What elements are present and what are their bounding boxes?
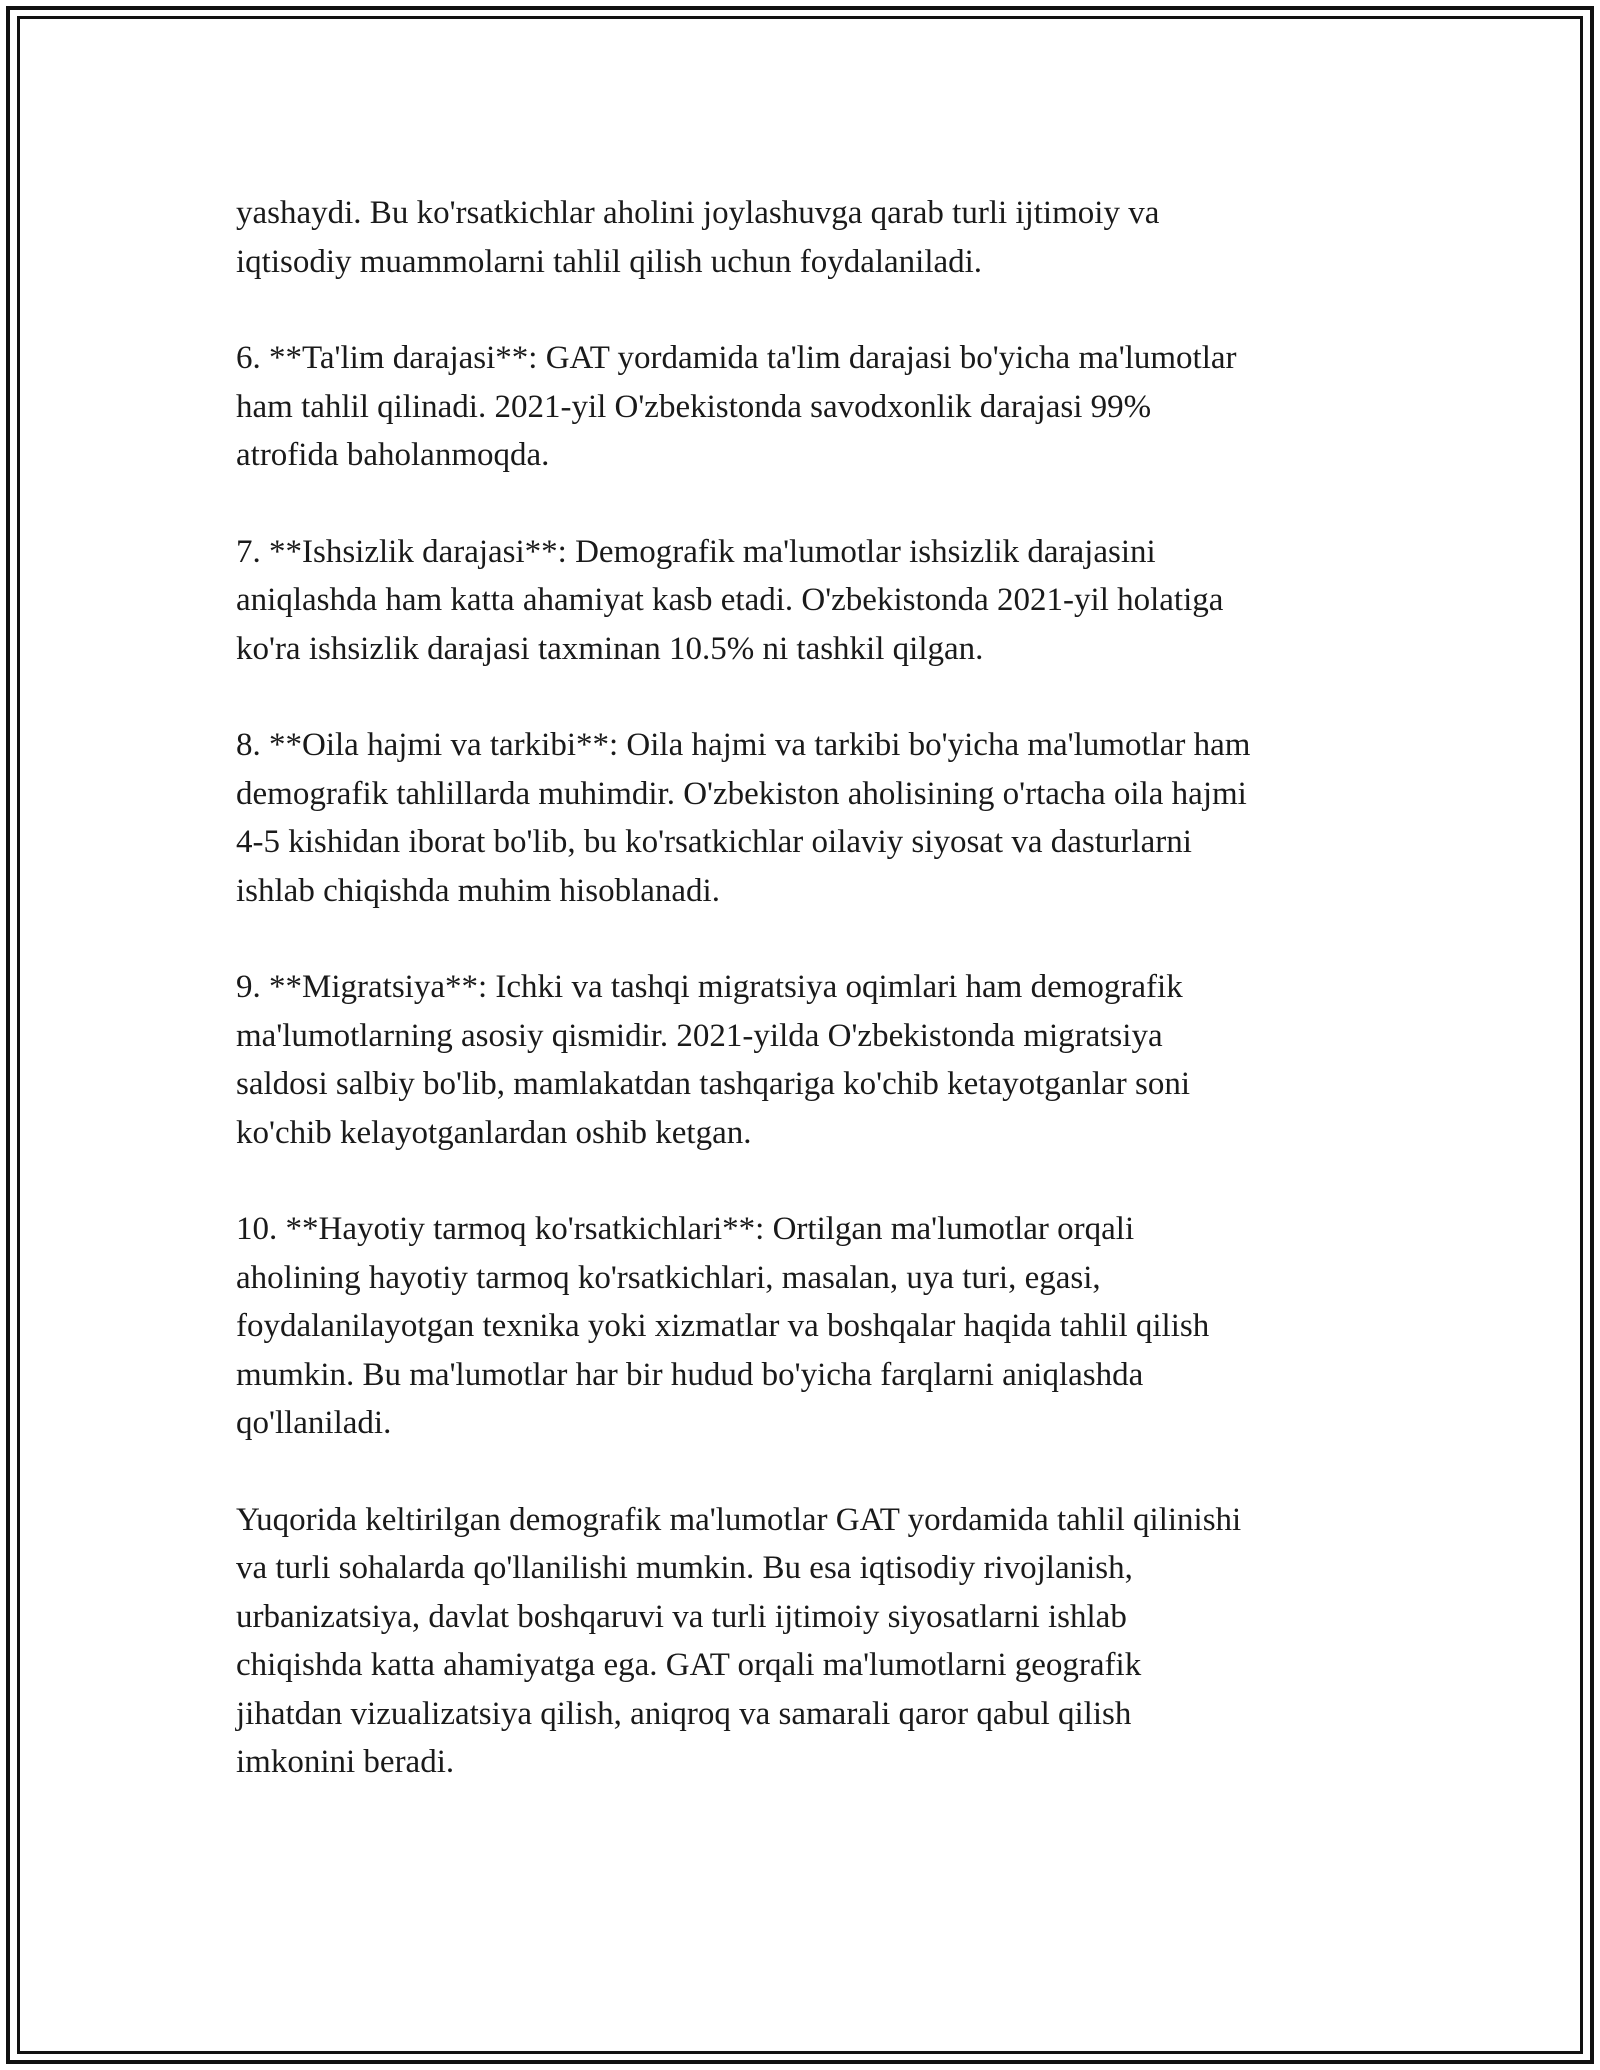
text-line: ma'lumotlarning asosiy qismidir. 2021-yilda O'zbekistonda migratsiya (236, 1017, 1163, 1054)
paragraph (236, 1496, 1376, 1787)
text-line: imkonini beradi. (236, 1744, 455, 1780)
text-line: jihatdan vizualizatsiya qilish, aniqroq va samarali qaror qabul qilish (236, 1695, 1132, 1732)
text-line: ko'chib kelayotganlardan oshib ketgan. (236, 1114, 752, 1151)
text-line: yashaydi. Bu ko'rsatkichlar aholini joylashuvga qarab turli ijtimoiy va (236, 195, 1160, 231)
paragraph (236, 721, 1376, 915)
text-line: qo'llaniladi. (236, 1405, 392, 1441)
text-line: 4-5 kishidan iborat bo'lib, bu ko'rsatkichlar oilaviy siyosat va dasturlarni (236, 824, 1192, 860)
text-line: ishlab chiqishda muhim hisoblanadi. (236, 872, 720, 909)
text-line: Yuqorida keltirilgan demografik ma'lumotlar GAT yordamida tahlil qilinishi (236, 1501, 1242, 1538)
text-line: ko'ra ishsizlik darajasi taxminan 10.5% ni tashkil qilgan. (236, 630, 984, 667)
text-line: urbanizatsiya, davlat boshqaruvi va turli ijtimoiy siyosatlarni ishlab (236, 1598, 1127, 1635)
text-line: 9. **Migratsiya**: Ichki va tashqi migratsiya oqimlari ham demografik (236, 969, 1183, 1005)
text-line: iqtisodiy muammolarni tahlil qilish uchun foydalaniladi. (236, 243, 983, 280)
paragraph (236, 1205, 1376, 1448)
paragraph (236, 528, 1376, 674)
text-line: mumkin. Bu ma'lumotlar har bir hudud bo'yicha farqlarni aniqlashda (236, 1356, 1144, 1393)
text-line: va turli sohalarda qo'llanilishi mumkin. Bu esa iqtisodiy rivojlanish, (236, 1550, 1133, 1586)
text-line: 8. **Oila hajmi va tarkibi**: Oila hajmi va tarkibi bo'yicha ma'lumotlar ham (236, 727, 1251, 763)
text-line: chiqishda katta ahamiyatga ega. GAT orqali ma'lumotlarni geografik (236, 1647, 1142, 1683)
text-line: 6. **Ta'lim darajasi**: GAT yordamida ta'lim darajasi bo'yicha ma'lumotlar (236, 340, 1237, 376)
text-line: ham tahlil qilinadi. 2021-yil O'zbekistonda savodxonlik darajasi 99% (236, 388, 1152, 425)
text-line: aholining hayotiy tarmoq ko'rsatkichlari, masalan, uya turi, egasi, (236, 1259, 1101, 1296)
text-line: 10. **Hayotiy tarmoq ko'rsatkichlari**: Ortilgan ma'lumotlar orqali (236, 1211, 1135, 1247)
text-line: demografik tahlillarda muhimdir. O'zbekiston aholisining o'rtacha oila hajmi (236, 775, 1247, 812)
paragraph (236, 963, 1376, 1157)
text-line: atrofida baholanmoqda. (236, 437, 550, 473)
text-line: aniqlashda ham katta ahamiyat kasb etadi. O'zbekistonda 2021-yil holatiga (236, 582, 1224, 618)
paragraph (236, 189, 1376, 286)
text-line: foydalanilayotgan texnika yoki xizmatlar va boshqalar haqida tahlil qilish (236, 1308, 1210, 1344)
text-line: 7. **Ishsizlik darajasi**: Demografik ma'lumotlar ishsizlik darajasini (236, 533, 1156, 570)
text-line: saldosi salbiy bo'lib, mamlakatdan tashqariga ko'chib ketayotganlar soni (236, 1066, 1191, 1102)
document-body (236, 189, 1376, 1787)
paragraph (236, 334, 1376, 480)
